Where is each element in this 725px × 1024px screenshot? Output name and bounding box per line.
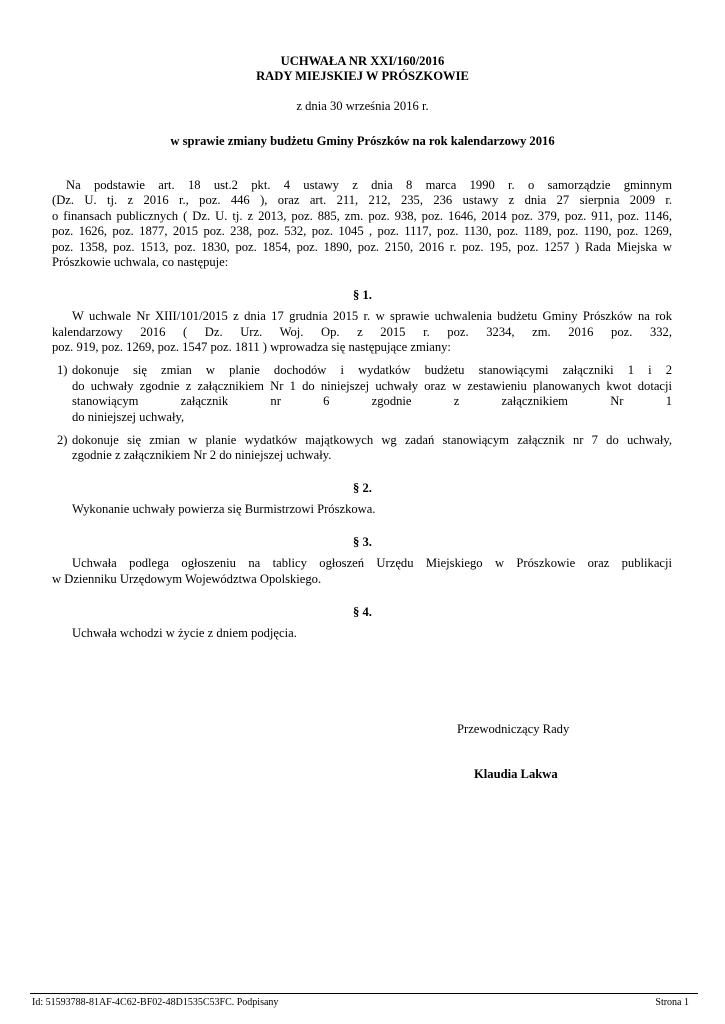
footer-page-number: Strona 1 (655, 997, 689, 1008)
section-1-line: kalendarzowy 2016 ( Dz. Urz. Woj. Op. z 2015 r. poz. 3234, zm. 2016 poz. 332, (52, 325, 672, 339)
section-2-heading: § 2. (353, 481, 372, 495)
footer-document-id: Id: 51593788-81AF-4C62-BF02-48D1535C53FC. Podpisany (32, 997, 279, 1008)
section-1-heading: § 1. (353, 288, 372, 302)
section-3-line: Uchwała podlega ogłoszeniu na tablicy ogłoszeń Urzędu Miejskiego w Prószkowie oraz publikacji (72, 556, 672, 570)
list-number: 1) (57, 363, 68, 377)
preamble-line: Prószkowie uchwala, co następuje: (52, 255, 229, 269)
preamble-line: poz. 1626, poz. 1877, 2015 poz. 238, poz. 532, poz. 1045 , poz. 1117, poz. 1130, poz. 1189, poz. 1190, poz. 1269, (52, 224, 672, 238)
signature-name: Klaudia Lakwa (474, 767, 558, 781)
section-1-line: W uchwale Nr XIII/101/2015 z dnia 17 grudnia 2015 r. w sprawie uchwalenia budżetu Gminy Prószków na rok (72, 309, 672, 323)
resolution-subject: w sprawie zmiany budżetu Gminy Prószków na rok kalendarzowy 2016 (170, 134, 555, 148)
list-item-line: do uchwały zgodnie z załącznikiem Nr 1 do niniejszej uchwały oraz w zestawieniu planowanych kwot dotacji (72, 379, 672, 393)
section-4-text: Uchwała wchodzi w życie z dniem podjęcia. (72, 626, 297, 640)
section-4-heading: § 4. (353, 605, 372, 619)
section-3-line: w Dzienniku Urzędowym Województwa Opolskiego. (52, 572, 322, 586)
preamble-line: poz. 1358, poz. 1513, poz. 1830, poz. 1854, poz. 1890, poz. 2150, 2016 r. poz. 195, poz. 1257 ) Rada Miejska w (52, 240, 672, 254)
resolution-title: UCHWAŁA NR XXI/160/2016 (280, 54, 445, 68)
footer-divider (30, 993, 698, 994)
preamble-line: o finansach publicznych ( Dz. U. tj. z 2013, poz. 885, zm. poz. 938, poz. 1646, 2014 poz. 379, poz. 911, poz. 1146, (52, 209, 672, 223)
list-item-line: dokonuje się zmian w planie dochodów i wydatków budżetu stanowiącymi załączniki 1 i 2 (72, 363, 672, 377)
list-item-line: do niniejszej uchwały, (72, 410, 185, 424)
council-name: RADY MIEJSKIEJ W PRÓSZKOWIE (256, 69, 469, 83)
preamble-line: (Dz. U. tj. z 2016 r., poz. 446 ), oraz art. 211, 212, 235, 236 ustawy z dnia 27 sierpnia 2009 r. (52, 193, 672, 207)
section-3-heading: § 3. (353, 535, 372, 549)
resolution-date: z dnia 30 września 2016 r. (296, 99, 429, 113)
preamble-line: Na podstawie art. 18 ust.2 pkt. 4 ustawy z dnia 8 marca 1990 r. o samorządzie gminnym (66, 178, 672, 192)
list-item-line: zgodnie z załącznikiem Nr 2 do niniejszej uchwały. (72, 448, 332, 462)
section-2-text: Wykonanie uchwały powierza się Burmistrzowi Prószkowa. (72, 502, 376, 516)
signature-role: Przewodniczący Rady (457, 722, 570, 736)
section-1-line: poz. 919, poz. 1269, poz. 1547 poz. 1811 ) wprowadza się następujące zmiany: (52, 340, 451, 354)
list-item-line: stanowiącym załącznik nr 6 zgodnie z załącznikiem Nr 1 (72, 394, 672, 408)
list-item-line: dokonuje się zmian w planie wydatków majątkowych wg zadań stanowiącym załącznik nr 7 do uchwały, (72, 433, 672, 447)
list-number: 2) (57, 433, 68, 447)
